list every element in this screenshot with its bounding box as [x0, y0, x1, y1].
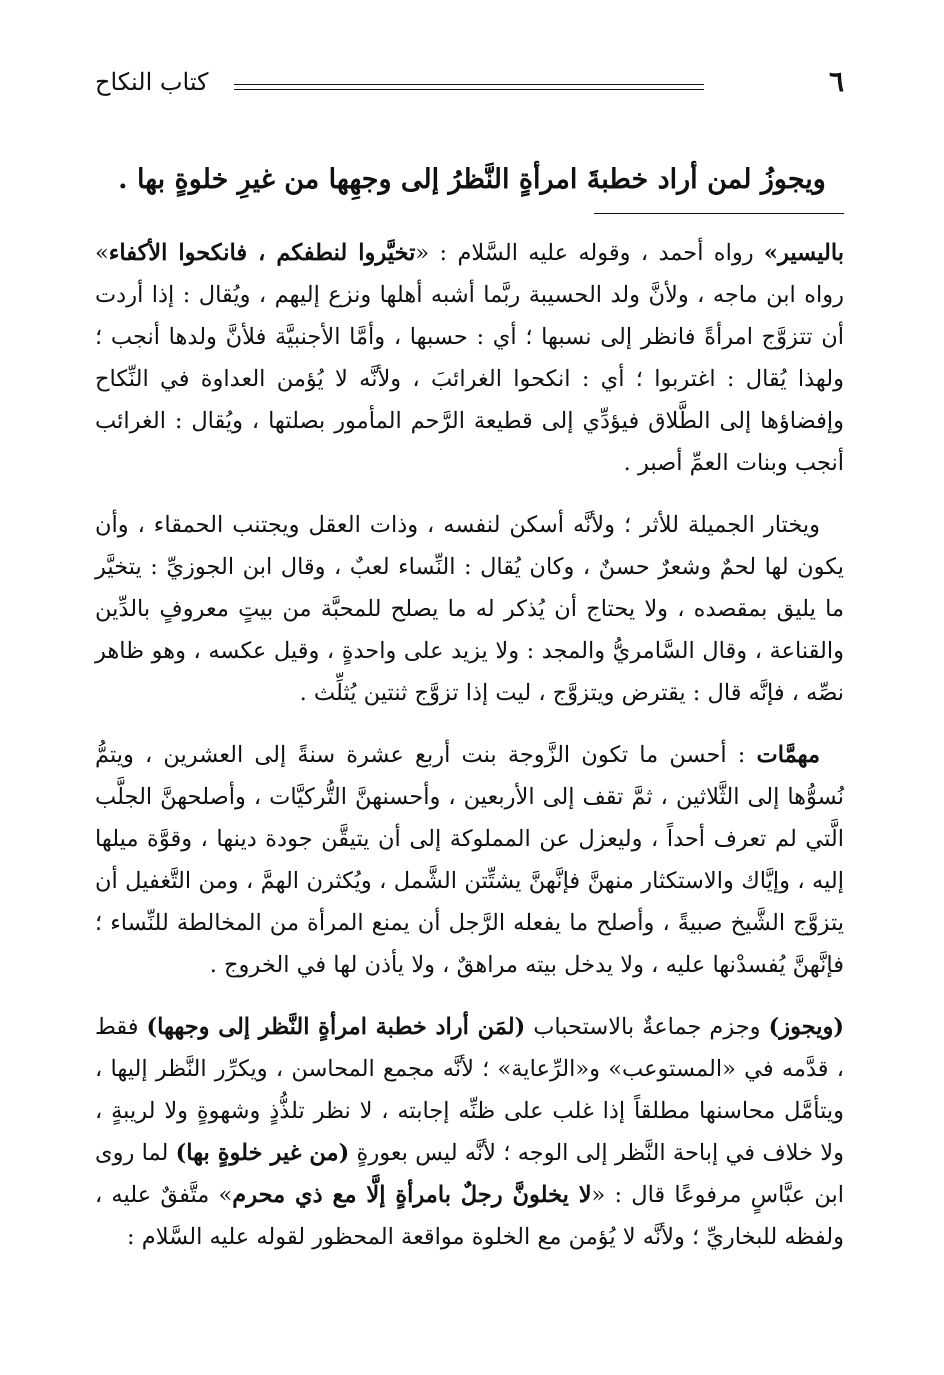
page-number: ٦	[828, 65, 844, 98]
bold-run: تخيَّروا لنطفكم ، فانكحوا الأكفاء	[108, 240, 416, 266]
matn-rule	[594, 213, 844, 214]
book-title: كتاب النكاح	[95, 68, 209, 96]
commentary-body	[95, 232, 844, 1278]
bold-run: (ويجوز)	[768, 1014, 844, 1040]
bold-run: (من غير خلوةٍ بها)	[175, 1140, 350, 1166]
bold-run: (لمَن أراد خطبة امرأةٍ النَّظر إلى وجهها)	[146, 1014, 526, 1040]
text-run: » متَّفقٌ عليه ، ولفظه للبخاريِّ ؛ ولأنَّه لا يُؤمن مع الخلوة مواقعة المحظور لقوله عليه السَّلام :	[95, 1182, 844, 1250]
bold-run: لا يخلونَّ رجلٌ بامرأةٍ إلَّا مع ذي محرم	[232, 1182, 592, 1208]
matn-text: ويجوزُ لمن أراد خطبةَ امرأةٍ النَّظرُ إلى وجهِها من غيرِ خلوةٍ بها .	[118, 164, 826, 195]
paragraph	[95, 232, 844, 484]
text-run: رواه أحمد ، وقوله عليه السَّلام : «	[415, 240, 764, 266]
text-run: لما روى ابن عبَّاسٍ مرفوعًا قال : «	[95, 1140, 845, 1208]
running-header	[95, 62, 844, 102]
bold-run: باليسير»	[763, 240, 844, 266]
text-run: ويختار الجميلة للأثر ؛ ولأنَّه أسكن لنفسه ، وذات العقل ويجتنب الحمقاء ، وأن يكون لها لحمٌ وشعرٌ حسنٌ ، وكان يُقال : النِّساء لعبٌ ، وقال ابن الجوزيِّ : يتخيَّر ما يليق بمقصده ، ولا يحتاج أن يُذكر له ما يصلح للمحبَّة من بيتٍ معروفٍ بالدِّين والقناعة ، وقال السَّامريُّ والمجد : ولا يزيد على واحدةٍ ، وقيل عكسه ، وهو ظاهر نصِّه ، فإنَّه قال : يقترض ويتزوَّج ، ليت إذا تزوَّج ثنتين يُثلِّث .	[95, 512, 844, 706]
paragraph	[95, 1006, 844, 1258]
text-run: فقط ، قدَّمه في «المستوعب» و«الرِّعاية» ؛ لأنَّه مجمع المحاسن ، ويكرِّر النَّظر إليها ، ويتأمَّل محاسنها مطلقاً إذا غلب على ظنِّه إجابته ، لا نظر تلذُّذٍ وشهوةٍ ولا لريبةٍ ، ولا خلاف في إباحة النَّظر إلى الوجه ؛ لأنَّه ليس بعورةٍ	[95, 1014, 844, 1166]
paragraph	[95, 504, 844, 714]
text-run: وجزم جماعةٌ بالاستحباب	[525, 1014, 769, 1040]
text-run: » رواه ابن ماجه ، ولأنَّ ولد الحسيبة ربَّما أشبه أهلها ونزع إليهم ، ويُقال : إذا أردت أن تتزوَّج امرأةً فانظر إلى نسبها ؛ أي : حسبها ، وأمَّا الأجنبيَّة فلأنَّ ولدها أنجب ؛ ولهذا يُقال : اغتربوا ؛ أي : انكحوا الغرائبَ ، ولأنَّه لا يُؤمن العداوة في النِّكاح وإفضاؤها إلى الطَّلاق فيؤدِّي إلى قطيعة الرَّحم المأمور بصلتها ، ويُقال : الغرائب أنجب وبنات العمِّ أصبر .	[95, 240, 844, 476]
bold-run: مهمَّات	[756, 742, 820, 768]
text-run: : أحسن ما تكون الزَّوجة بنت أربع عشرة سنةً إلى العشرين ، ويتمُّ نُسوُّها إلى الثَّلاثين ، ثمَّ تقف إلى الأربعين ، وأحسنهنَّ التُّركيَّات ، وأصلحهنَّ الجلَّب الَّتي لم تعرف أحداً ، وليعزل عن المملوكة إلى أن يتيقَّن جودة دينها ، وقوَّة ميلها إليه ، وإيَّاك والاستكثار منهنَّ فإنَّهنَّ يشتِّتن الشَّمل ، ويُكثرن الهمَّ ، ومن التَّغفيل أن يتزوَّج الشَّيخ صبيةً ، وأصلح ما يفعله الرَّجل أن يمنع المرأة من المخالطة للنِّساء ؛ فإنَّهنَّ يُفسدْنها عليه ، ولا يدخل بيته مراهقٌ ، ولا يأذن لها في الخروج .	[95, 742, 844, 978]
header-rule	[234, 84, 704, 90]
paragraph	[95, 734, 844, 986]
